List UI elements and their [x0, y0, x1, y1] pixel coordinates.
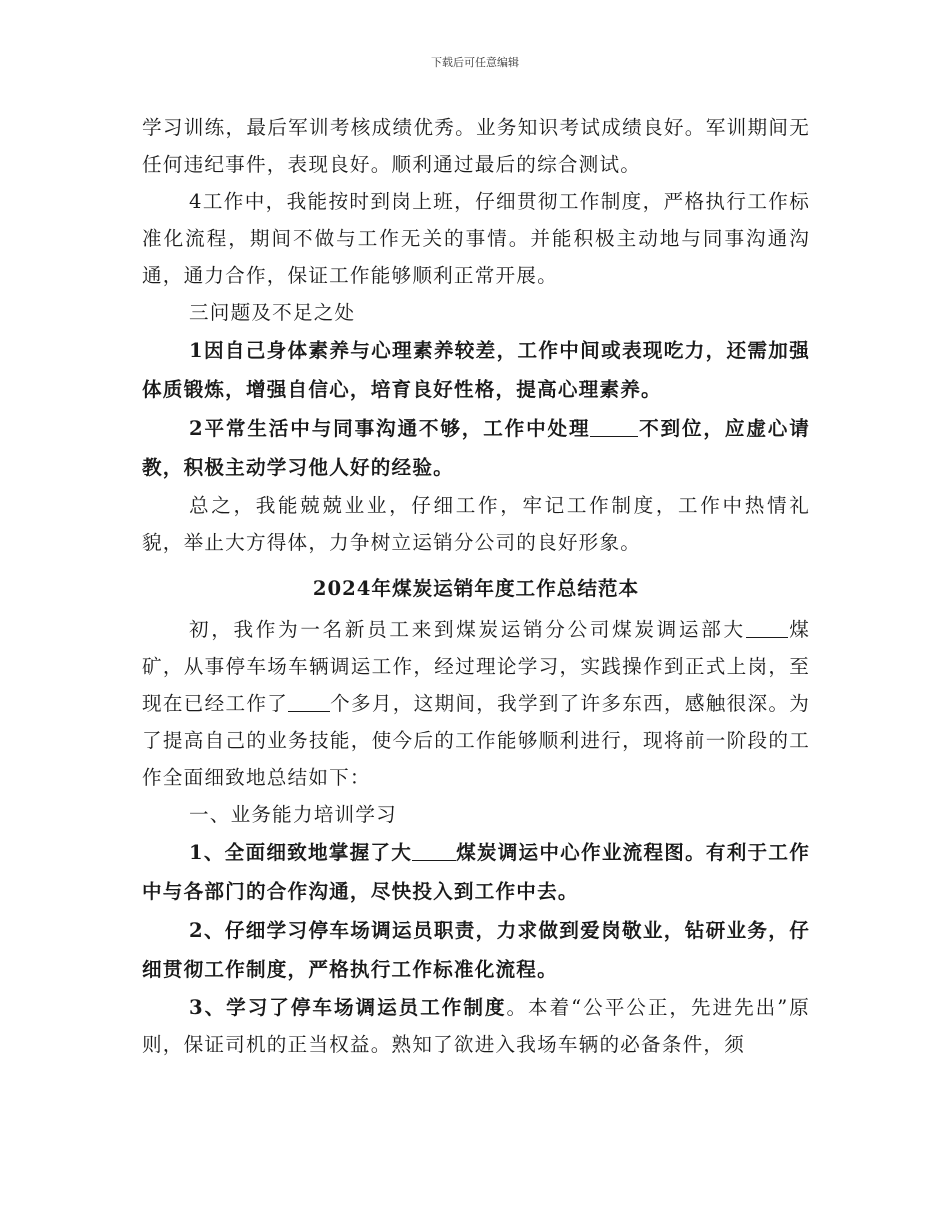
- text-run-bold: 3、学习了停车场调运员工作制度: [189, 996, 507, 1019]
- text-run: 煤炭调运中心作业流程图。有利于工作中与各部门的合作沟通，尽快投入到工作中去。: [142, 841, 810, 903]
- paragraph-conclusion: 总之，我能兢兢业业，仔细工作，牢记工作制度，工作中热情礼貌，举止大方得体，力争树立运销分公司的良好形象。: [142, 494, 810, 554]
- paragraph-item-1: [142, 833, 810, 911]
- paragraph-item-3: [142, 989, 810, 1063]
- text-run: 煤矿，从事停车场车辆调运工作，经过理论学习，实践操作到正式上岗，至现在已经工作了: [142, 618, 811, 715]
- section-heading-training: 一、业务能力培训学习: [189, 803, 397, 826]
- text-run: 初，我作为一名新员工来到煤炭运销分公司煤炭调运部大: [189, 618, 746, 641]
- blank-underline: [412, 842, 456, 861]
- paragraph-work-attendance: 4工作中，我能按时到岗上班，仔细贯彻工作制度，严格执行工作标准化流程，期间不做与工作无关的事情。并能积极主动地与同事沟通沟通，通力合作，保证工作能够顺利正常开展。: [142, 190, 810, 287]
- paragraph-problem-2: [142, 409, 810, 487]
- document-body: [142, 109, 810, 1063]
- paragraph-item-2: 2、仔细学习停车场调运员职责，力求做到爱岗敬业，钻研业务，仔细贯彻工作制度，严格执行工作标准化流程。: [142, 919, 810, 981]
- text-run: 不到位，应虚心请教，积极主动学习他人好的经验。: [142, 417, 810, 479]
- blank-underline: [746, 619, 788, 638]
- paragraph-intro: [142, 611, 810, 796]
- text-run: 1、全面细致地掌握了大: [189, 841, 413, 864]
- text-run: 。本着“公平公正，先进先出”原则，保证司机的正当权益。熟知了欲进入我场车辆的必备条件，须: [142, 996, 810, 1056]
- paragraph-problem-1: 1因自己身体素养与心理素养较差，工作中间或表现吃力，还需加强体质锻炼，增强自信心，培育良好性格，提高心理素养。: [142, 339, 810, 401]
- page-header: 下载后可任意编辑: [431, 56, 519, 69]
- section-heading-problems: 三问题及不足之处: [189, 301, 356, 324]
- document-title: 2024年煤炭运销年度工作总结范本: [312, 577, 640, 600]
- text-run: 个多月，这期间，我学到了许多东西，感触很深。为了提高自己的业务技能，使今后的工作能够顺利进行，现将前一阶段的工作全面细致地总结如下：: [142, 692, 810, 789]
- paragraph-military-training: 学习训练，最后军训考核成绩优秀。业务知识考试成绩良好。军训期间无任何违纪事件，表现良好。顺利通过最后的综合测试。: [142, 116, 810, 176]
- text-run: 2平常生活中与同事沟通不够，工作中处理: [189, 417, 591, 440]
- blank-underline: [590, 418, 638, 437]
- blank-underline: [288, 693, 330, 712]
